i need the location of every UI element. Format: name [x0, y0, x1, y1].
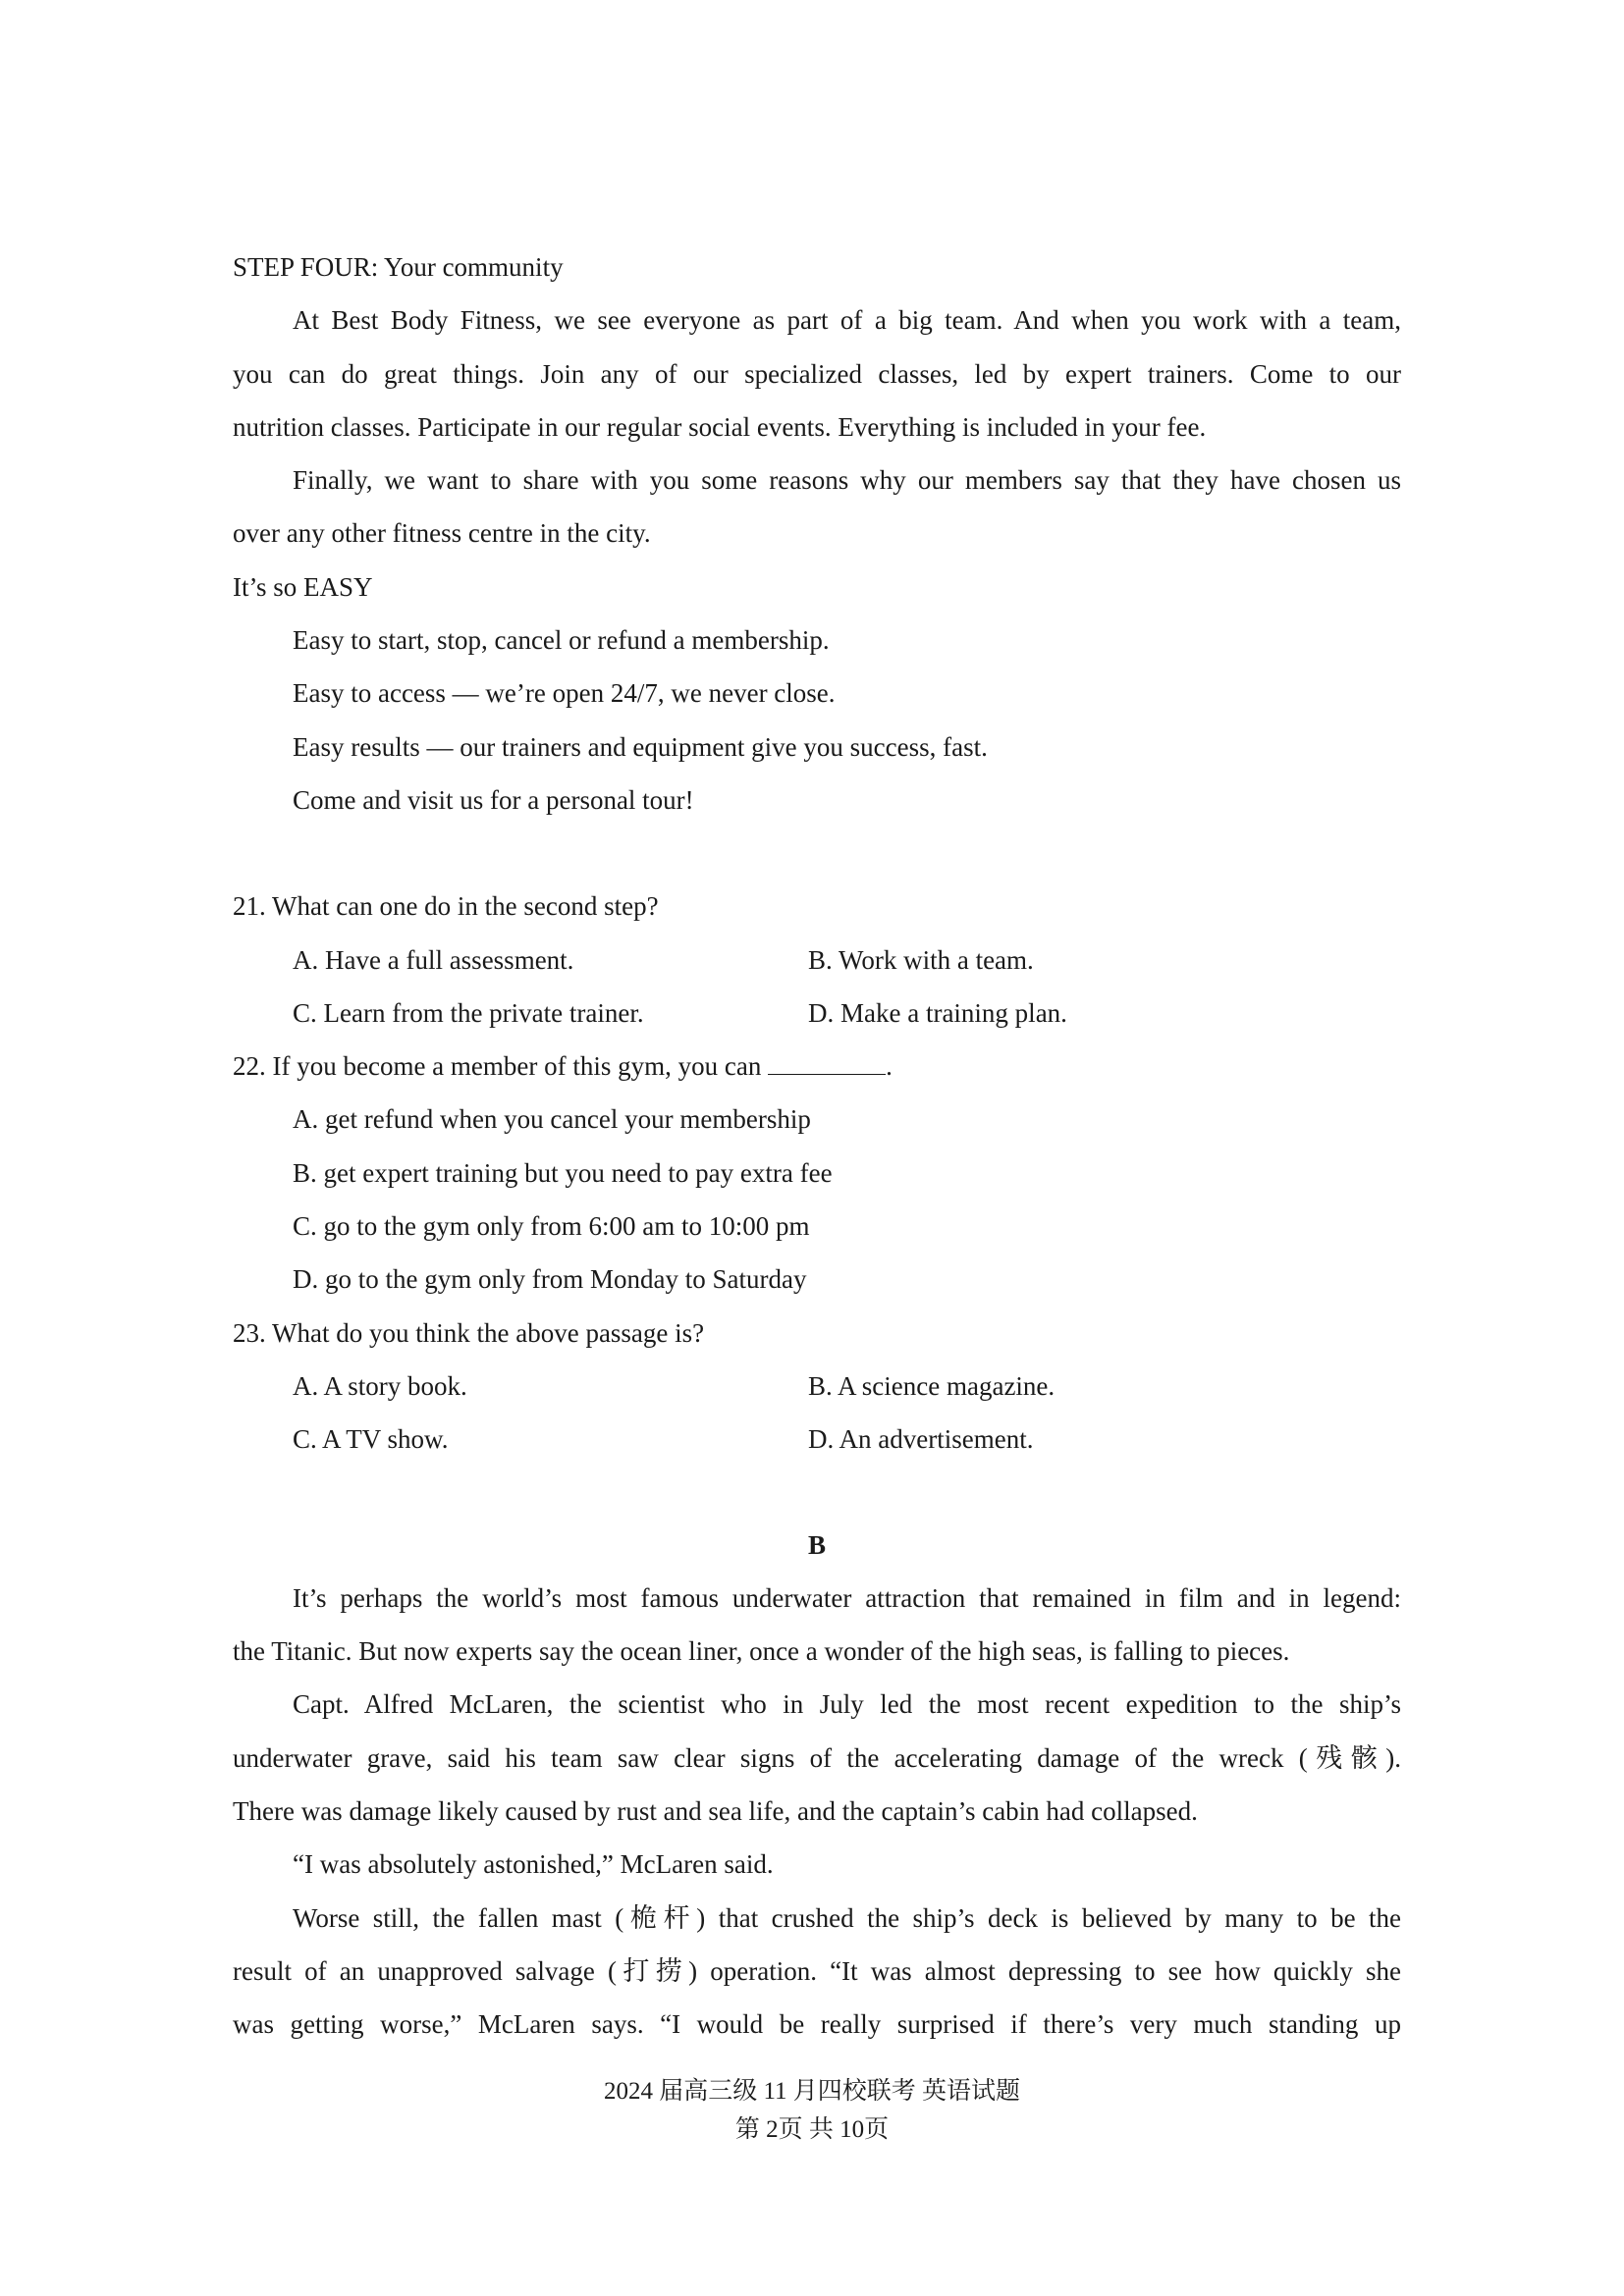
- paragraph-line: Capt. Alfred McLaren, the scientist who in July led the most recent expedition to the ship’s: [293, 1689, 1401, 1720]
- option-d: D. An advertisement.: [808, 1424, 1034, 1455]
- paragraph-line: Finally, we want to share with you some reasons why our members say that they have chosen us: [293, 465, 1401, 496]
- option-c: C. go to the gym only from 6:00 am to 10:00 pm: [293, 1211, 810, 1242]
- option-d: D. go to the gym only from Monday to Saturday: [293, 1264, 807, 1295]
- option-a: A. A story book.: [293, 1370, 467, 1401]
- option-row: [233, 1360, 1401, 1413]
- paragraph-line: the Titanic. But now experts say the ocean liner, once a wonder of the high seas, is falling to pieces.: [233, 1636, 1290, 1667]
- footer-page-number: 第 2页 共 10页: [734, 2116, 890, 2143]
- page-body: [233, 240, 1401, 2052]
- answer-blank: [768, 1052, 886, 1075]
- paragraph-line: result of an unapproved salvage (打捞) operation. “It was almost depressing to see how quickly she: [233, 1955, 1401, 1986]
- option-row: [233, 934, 1401, 987]
- option-b: B. A science magazine.: [808, 1370, 1056, 1401]
- footer-title: 2024 届高三级 11 月四校联考 英语试题: [603, 2078, 1021, 2105]
- question-stem-end: .: [886, 1051, 893, 1082]
- paragraph-line: It’s perhaps the world’s most famous underwater attraction that remained in film and in legend:: [293, 1582, 1401, 1613]
- easy-heading: It’s so EASY: [233, 571, 373, 602]
- option-a: A. get refund when you cancel your membership: [293, 1104, 811, 1135]
- easy-item: Easy to access — we’re open 24/7, we never close.: [293, 678, 836, 709]
- paragraph-line: over any other fitness centre in the city.: [233, 518, 651, 549]
- question-stem-text: 22. If you become a member of this gym, you can: [233, 1051, 762, 1082]
- paragraph-line: you can do great things. Join any of our specialized classes, led by expert trainers. Come to our: [233, 358, 1401, 389]
- paragraph-line: At Best Body Fitness, we see everyone as part of a big team. And when you work with a team,: [293, 305, 1401, 336]
- question-stem: [233, 1040, 1401, 1093]
- easy-item: Easy results — our trainers and equipment give you success, fast.: [293, 731, 988, 762]
- paragraph-line: underwater grave, said his team saw clear signs of the accelerating damage of the wreck (残骸).: [233, 1742, 1401, 1773]
- option-row: [233, 1413, 1401, 1466]
- option-c: C. Learn from the private trainer.: [293, 997, 644, 1028]
- paragraph-line: “I was absolutely astonished,” McLaren said.: [293, 1849, 774, 1880]
- question-stem: 21. What can one do in the second step?: [233, 891, 659, 922]
- question-stem: 23. What do you think the above passage is?: [233, 1317, 705, 1348]
- paragraph-line: was getting worse,” McLaren says. “I would be really surprised if there’s very much standing up: [233, 2009, 1401, 2040]
- option-a: A. Have a full assessment.: [293, 944, 574, 975]
- step4-heading: STEP FOUR: Your community: [233, 252, 564, 282]
- option-b: B. Work with a team.: [808, 944, 1034, 975]
- section-heading: B: [807, 1529, 826, 1560]
- paragraph-line: There was damage likely caused by rust and sea life, and the captain’s cabin had collapsed.: [233, 1796, 1198, 1827]
- option-d: D. Make a training plan.: [808, 997, 1067, 1028]
- paragraph-line: nutrition classes. Participate in our regular social events. Everything is included in your fee.: [233, 411, 1207, 442]
- easy-item: Come and visit us for a personal tour!: [293, 784, 694, 815]
- option-row: [233, 987, 1401, 1040]
- option-c: C. A TV show.: [293, 1424, 449, 1455]
- option-b: B. get expert training but you need to pay extra fee: [293, 1157, 833, 1188]
- easy-item: Easy to start, stop, cancel or refund a membership.: [293, 625, 830, 656]
- paragraph-line: Worse still, the fallen mast (桅杆) that crushed the ship’s deck is believed by many to be the: [293, 1902, 1401, 1933]
- spacer: [233, 1467, 1401, 1519]
- spacer: [233, 827, 1401, 880]
